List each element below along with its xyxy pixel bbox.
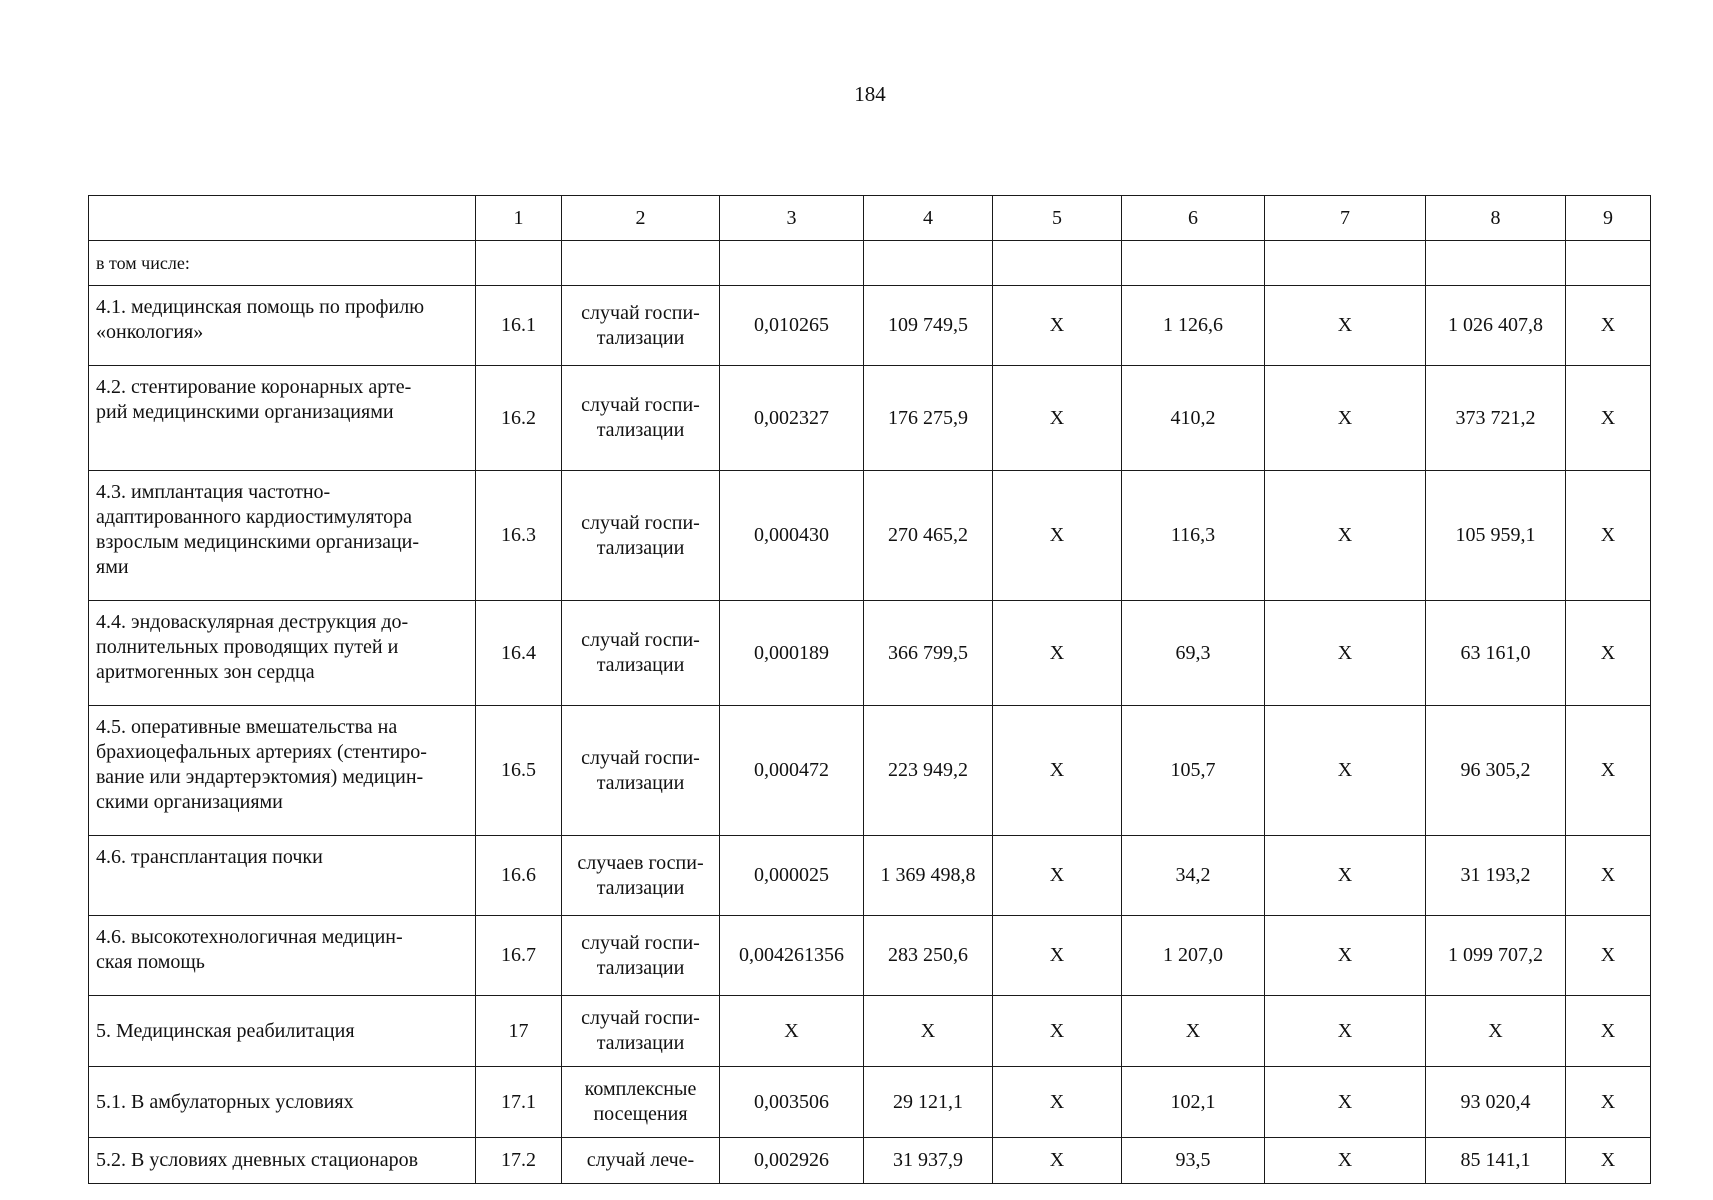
cost-norm-cell: 223 949,2	[864, 706, 993, 836]
value-cell: X	[1265, 996, 1426, 1067]
table-row	[89, 836, 1651, 916]
value-cell: X	[993, 706, 1122, 836]
row-code-cell: 16.3	[476, 471, 562, 601]
value-cell: X	[1566, 996, 1651, 1067]
value-cell: X	[1265, 836, 1426, 916]
value-cell: X	[1566, 286, 1651, 366]
value-cell: X	[1265, 601, 1426, 706]
value-cell: X	[1566, 601, 1651, 706]
unit-cell: случай госпи- тализации	[562, 601, 720, 706]
column-header: 3	[720, 196, 864, 241]
value-cell: X	[1265, 286, 1426, 366]
value-cell: X	[993, 286, 1122, 366]
unit-cell: случаев госпи- тализации	[562, 836, 720, 916]
value-cell: 373 721,2	[1426, 366, 1566, 471]
value-cell: X	[1566, 916, 1651, 996]
row-name-cell: 5.2. В условиях дневных стационаров	[89, 1138, 476, 1184]
value-cell: X	[993, 996, 1122, 1067]
volume-norm-cell: 0,004261356	[720, 916, 864, 996]
empty-cell	[720, 241, 864, 286]
table-body	[89, 196, 1651, 1184]
table-row	[89, 286, 1651, 366]
value-cell: 63 161,0	[1426, 601, 1566, 706]
row-code-cell: 16.4	[476, 601, 562, 706]
empty-cell	[562, 241, 720, 286]
cost-norm-cell: 176 275,9	[864, 366, 993, 471]
cost-norm-cell: 31 937,9	[864, 1138, 993, 1184]
column-header: 1	[476, 196, 562, 241]
value-cell: 105,7	[1122, 706, 1265, 836]
unit-cell: случай госпи- тализации	[562, 286, 720, 366]
column-header: 9	[1566, 196, 1651, 241]
row-code-cell: 16.7	[476, 916, 562, 996]
value-cell: X	[1265, 706, 1426, 836]
unit-cell: случай госпи- тализации	[562, 916, 720, 996]
value-cell: X	[993, 1138, 1122, 1184]
value-cell: X	[1122, 996, 1265, 1067]
column-number-row	[89, 196, 1651, 241]
row-name-cell: 4.6. высокотехнологичная медицин- ская помощь	[89, 916, 476, 996]
column-header: 2	[562, 196, 720, 241]
value-cell: X	[1566, 471, 1651, 601]
column-header: 7	[1265, 196, 1426, 241]
value-cell: X	[993, 1067, 1122, 1138]
row-name-cell: 5. Медицинская реабилитация	[89, 996, 476, 1067]
row-name-cell: 4.1. медицинская помощь по профилю «онкология»	[89, 286, 476, 366]
empty-cell	[1265, 241, 1426, 286]
volume-norm-cell: 0,010265	[720, 286, 864, 366]
value-cell: 1 207,0	[1122, 916, 1265, 996]
volume-norm-cell: 0,002327	[720, 366, 864, 471]
table-row	[89, 471, 1651, 601]
row-code-cell: 16.2	[476, 366, 562, 471]
value-cell: 102,1	[1122, 1067, 1265, 1138]
cost-norm-cell: 1 369 498,8	[864, 836, 993, 916]
table-row	[89, 1138, 1651, 1184]
column-header	[89, 196, 476, 241]
value-cell: 69,3	[1122, 601, 1265, 706]
empty-cell	[1566, 241, 1651, 286]
unit-cell: комплексные посещения	[562, 1067, 720, 1138]
table-row	[89, 996, 1651, 1067]
cost-norm-cell: X	[864, 996, 993, 1067]
value-cell: 410,2	[1122, 366, 1265, 471]
empty-cell	[864, 241, 993, 286]
value-cell: X	[1566, 836, 1651, 916]
value-cell: 1 099 707,2	[1426, 916, 1566, 996]
value-cell: X	[993, 601, 1122, 706]
empty-cell	[476, 241, 562, 286]
value-cell: 93,5	[1122, 1138, 1265, 1184]
cost-norm-cell: 283 250,6	[864, 916, 993, 996]
unit-cell: случай лече-	[562, 1138, 720, 1184]
data-table	[88, 195, 1651, 1184]
value-cell: X	[993, 916, 1122, 996]
volume-norm-cell: 0,000025	[720, 836, 864, 916]
volume-norm-cell: 0,002926	[720, 1138, 864, 1184]
unit-cell: случай госпи- тализации	[562, 471, 720, 601]
row-name-cell: 4.2. стентирование коронарных арте- рий медицинскими организациями	[89, 366, 476, 471]
row-code-cell: 16.1	[476, 286, 562, 366]
table-row	[89, 916, 1651, 996]
volume-norm-cell: 0,000472	[720, 706, 864, 836]
value-cell: 34,2	[1122, 836, 1265, 916]
value-cell: X	[1566, 706, 1651, 836]
value-cell: X	[1265, 366, 1426, 471]
value-cell: X	[1566, 366, 1651, 471]
row-name-cell: 4.4. эндоваскулярная деструкция до- полнительных проводящих путей и аритмогенных зон сердца	[89, 601, 476, 706]
volume-norm-cell: 0,000430	[720, 471, 864, 601]
value-cell: X	[1265, 916, 1426, 996]
row-code-cell: 17	[476, 996, 562, 1067]
value-cell: 93 020,4	[1426, 1067, 1566, 1138]
cost-norm-cell: 270 465,2	[864, 471, 993, 601]
value-cell: X	[993, 471, 1122, 601]
column-header: 6	[1122, 196, 1265, 241]
row-code-cell: 17.1	[476, 1067, 562, 1138]
row-code-cell: 16.6	[476, 836, 562, 916]
value-cell: 85 141,1	[1426, 1138, 1566, 1184]
value-cell: X	[1265, 1138, 1426, 1184]
page-number: 184	[854, 82, 886, 106]
empty-cell	[1122, 241, 1265, 286]
value-cell: X	[1566, 1067, 1651, 1138]
row-name-cell: 4.6. трансплантация почки	[89, 836, 476, 916]
table-row	[89, 366, 1651, 471]
row-name-cell: 4.3. имплантация частотно- адаптированного кардиостимулятора взрослым медицинскими организаци- ями	[89, 471, 476, 601]
table-row	[89, 601, 1651, 706]
value-cell: 31 193,2	[1426, 836, 1566, 916]
unit-cell: случай госпи- тализации	[562, 996, 720, 1067]
cost-norm-cell: 29 121,1	[864, 1067, 993, 1138]
section-label: в том числе:	[89, 241, 476, 286]
value-cell: X	[1265, 471, 1426, 601]
unit-cell: случай госпи- тализации	[562, 366, 720, 471]
column-header: 4	[864, 196, 993, 241]
value-cell: X	[993, 836, 1122, 916]
row-name-cell: 5.1. В амбулаторных условиях	[89, 1067, 476, 1138]
section-row	[89, 241, 1651, 286]
value-cell: 1 126,6	[1122, 286, 1265, 366]
value-cell: X	[1566, 1138, 1651, 1184]
volume-norm-cell: 0,003506	[720, 1067, 864, 1138]
cost-norm-cell: 366 799,5	[864, 601, 993, 706]
row-code-cell: 17.2	[476, 1138, 562, 1184]
value-cell: X	[1426, 996, 1566, 1067]
value-cell: 1 026 407,8	[1426, 286, 1566, 366]
value-cell: X	[1265, 1067, 1426, 1138]
table-row	[89, 706, 1651, 836]
row-code-cell: 16.5	[476, 706, 562, 836]
empty-cell	[1426, 241, 1566, 286]
row-name-cell: 4.5. оперативные вмешательства на брахиоцефальных артериях (стентиро- вание или эндартерэктомия) медицин- скими организациями	[89, 706, 476, 836]
cost-norm-cell: 109 749,5	[864, 286, 993, 366]
column-header: 8	[1426, 196, 1566, 241]
table-row	[89, 1067, 1651, 1138]
column-header: 5	[993, 196, 1122, 241]
value-cell: 96 305,2	[1426, 706, 1566, 836]
volume-norm-cell: X	[720, 996, 864, 1067]
volume-norm-cell: 0,000189	[720, 601, 864, 706]
unit-cell: случай госпи- тализации	[562, 706, 720, 836]
value-cell: X	[993, 366, 1122, 471]
empty-cell	[993, 241, 1122, 286]
value-cell: 105 959,1	[1426, 471, 1566, 601]
value-cell: 116,3	[1122, 471, 1265, 601]
